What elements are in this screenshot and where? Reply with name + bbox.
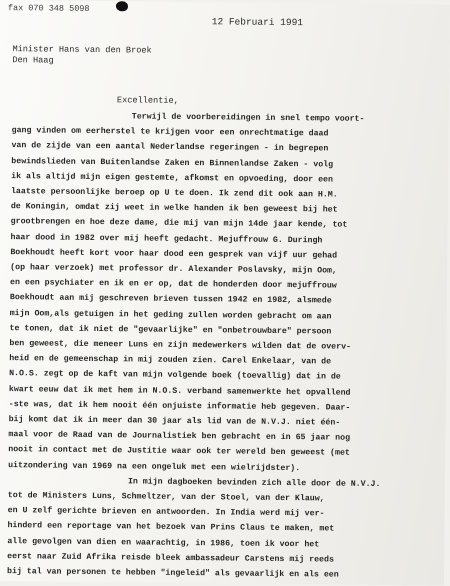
body-line: maal voor de Raad van de Journalistiek ben gebracht en in 65 jaar nog [8,430,351,443]
body-line: kwart eeuw dat ik met hem in N.O.S. verband samenwerkte het opvallend [8,384,351,398]
body-line: de Koningin, omdat zij weet in welke handen ik ben geweest bij het [10,202,338,215]
body-line: In mijn dagboeken bevinden zich alle door de N.V.J. [127,477,381,489]
body-line: te tonen, dat ik niet de "gevaarlijke" en "onbetrouwbare" persoon [9,323,332,337]
body-line: Boekhoudt aan mij geschreven brieven tussen 1942 en 1982, alsmede [9,293,332,306]
body-line: grootbrengen en hoe deze dame, die mij van mijn 14de jaar kende, tot [10,217,348,231]
body-line: bewindslieden van Buitenlandse Zaken en Binnenlandse Zaken - volg [11,156,334,170]
body-line: heid en de gemeenschap in mij zouden zien. Carel Enkelaar, van de [9,354,332,367]
body-line: Terwijl de voorbereidingen in snel tempo voort- [131,112,365,124]
addressee-city: Den Haag [12,54,54,66]
addressee-block [12,44,151,66]
addressee-name: Minister Hans van den Broek [12,44,152,56]
letter-date: 12 Februari 1991 [211,16,304,29]
body-line: -ste was, dat ik hem nooit één onjuiste informatie heb gegeven. Daar- [8,399,351,413]
body-line: bij tal van personen te hebben "ingeleid" als gevaarlijk en als een [6,567,339,580]
body-line: van de zijde van een aantal Nederlandse regeringen - in begrepen [11,141,329,154]
body-line: tot de Ministers Luns, Schmeltzer, van der Stoel, van der Klauw, [7,491,325,504]
body-line: N.O.S. zegt op de kaft van mijn volgende boek (toevallig) dat in de [9,369,341,383]
body-line: eerst naar Zuid Afrika reisde bleek ambassadeur Carstens mij reeds [7,551,334,565]
body-line: haar dood in 1982 over mij heeft gedacht. Mejuffrouw G. Duringh [10,232,323,246]
body-line: en een psychiater en ik en er op, dat de honderden door mejuffrouw [9,278,337,291]
salutation: Excellentie, [116,95,179,106]
fax-number: fax 070 348 5098 [7,3,90,14]
letter-body [7,108,444,584]
body-line: Boekhoudt heeft kort voor haar dood een gesprek van vijf uur gehad [10,247,338,261]
ink-blot [116,1,128,11]
body-line: nooit in contact met de Justitie waar ook ter wereld ben geweest (met [8,445,350,459]
body-line: alle gevolgen van dien en waarachtig, in 1986, toen ik voor het [7,536,320,550]
body-line: (op haar verzoek) met professor dr. Alexander Poslavsky, mijn Oom, [10,263,337,276]
body-line: mijn Oom,als getuigen in het geding zullen worden gebracht om aan [9,308,332,322]
body-line: laatste persoonlijke beroep op U te doen. Ik zend dit ook aan H.M. [10,187,338,200]
body-line: en U zelf gerichte brieven en antwoorden. In India werd mij ver- [7,506,325,519]
body-line: ik als altijd mijn eigen gestemte, afkomst en opvoeding, door een [11,171,333,185]
body-line: uitzondering van 1969 na een ongeluk met een wielrijdster). [8,460,301,473]
body-line: hinderd een reportage van het bezoek van Prins Claus te maken, met [7,521,335,535]
body-line: gang vinden om eerherstel te krijgen voor een onrechtmatige daad [11,126,329,139]
body-line: ben geweest, die meneer Luns en zijn medewerkers wilden dat de overv- [9,339,352,352]
body-line: bij komt dat ik in meer dan 30 jaar als lid van de N.V.J. niet één- [8,415,341,428]
